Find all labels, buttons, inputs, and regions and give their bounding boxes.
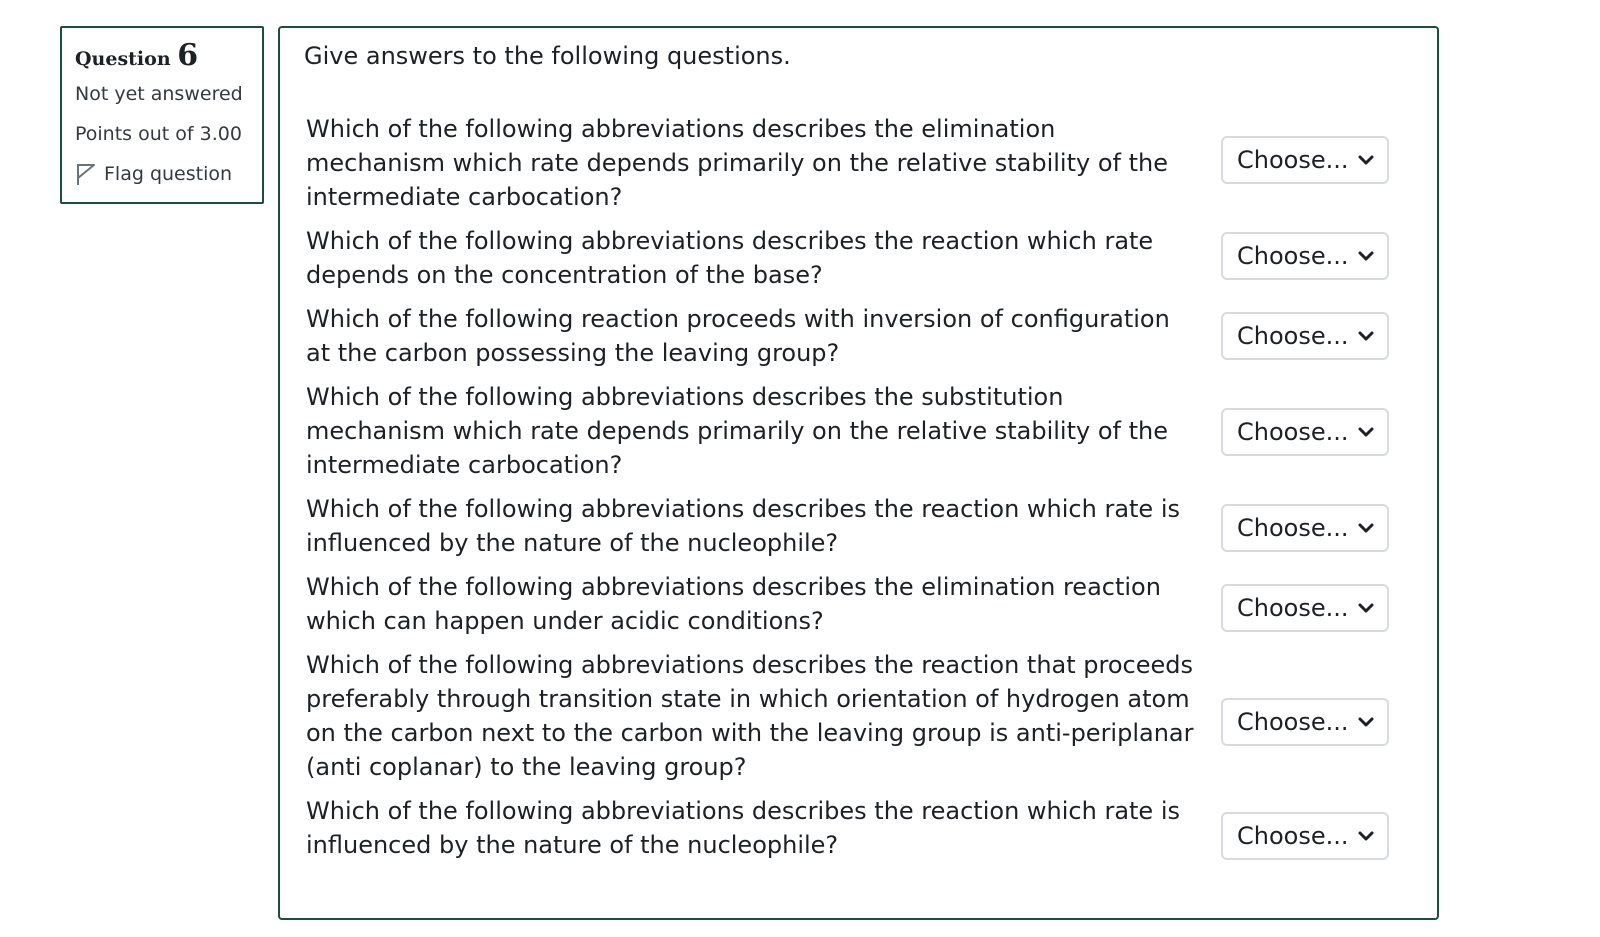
chevron-down-icon [1357, 423, 1375, 441]
question-state: Not yet answered [75, 83, 243, 105]
answer-select-7[interactable] [1221, 698, 1389, 746]
chevron-down-icon [1357, 519, 1375, 537]
question-content [278, 26, 1439, 920]
question-grade: Points out of 3.00 [75, 123, 242, 145]
chevron-down-icon [1357, 327, 1375, 345]
answer-select-8-value: Choose... [1237, 822, 1349, 850]
answer-select-5-value: Choose... [1237, 514, 1349, 542]
answer-select-1-value: Choose... [1237, 146, 1349, 174]
flag-question-label: Flag question [104, 163, 233, 185]
answer-select-3[interactable] [1221, 312, 1389, 360]
sub-question-1: Which of the following abbreviations describes the elimination mechanism which rate depends primarily on the relative stability of the intermediate carbocation? [306, 115, 1168, 211]
sub-question-8: Which of the following abbreviations describes the reaction which rate is influenced by the nature of the nucleophile? [306, 797, 1180, 859]
sub-question-5: Which of the following abbreviations describes the reaction which rate is influenced by the nature of the nucleophile? [306, 495, 1180, 557]
answer-select-2-value: Choose... [1237, 242, 1349, 270]
answer-select-4[interactable] [1221, 408, 1389, 456]
flag-question-link[interactable] [75, 154, 262, 194]
answer-select-1[interactable] [1221, 136, 1389, 184]
answer-select-7-value: Choose... [1237, 708, 1349, 736]
question-info-panel [60, 26, 264, 204]
flag-icon [75, 162, 97, 186]
question-label: Question [75, 48, 171, 70]
question-number: 6 [177, 38, 199, 73]
answer-select-5[interactable] [1221, 504, 1389, 552]
question-title [75, 38, 262, 74]
answer-select-3-value: Choose... [1237, 322, 1349, 350]
answer-select-2[interactable] [1221, 232, 1389, 280]
chevron-down-icon [1357, 247, 1375, 265]
sub-question-6: Which of the following abbreviations describes the elimination reaction which can happen under acidic conditions? [306, 573, 1161, 635]
answer-select-8[interactable] [1221, 812, 1389, 860]
chevron-down-icon [1357, 713, 1375, 731]
chevron-down-icon [1357, 151, 1375, 169]
sub-question-2: Which of the following abbreviations describes the reaction which rate depends on the concentration of the base? [306, 227, 1154, 289]
sub-question-4: Which of the following abbreviations describes the substitution mechanism which rate depends primarily on the relative stability of the intermediate carbocation? [306, 383, 1168, 479]
sub-question-7: Which of the following abbreviations describes the reaction that proceeds preferably through transition state in which orientation of hydrogen atom on the carbon next to the carbon with the leaving group is anti-periplanar (anti coplanar) to the leaving group? [306, 651, 1194, 781]
question-prompt: Give answers to the following questions. [304, 42, 791, 70]
answer-select-6[interactable] [1221, 584, 1389, 632]
chevron-down-icon [1357, 827, 1375, 845]
chevron-down-icon [1357, 599, 1375, 617]
sub-question-3: Which of the following reaction proceeds with inversion of configuration at the carbon possessing the leaving group? [306, 305, 1170, 367]
answer-select-4-value: Choose... [1237, 418, 1349, 446]
answer-select-6-value: Choose... [1237, 594, 1349, 622]
